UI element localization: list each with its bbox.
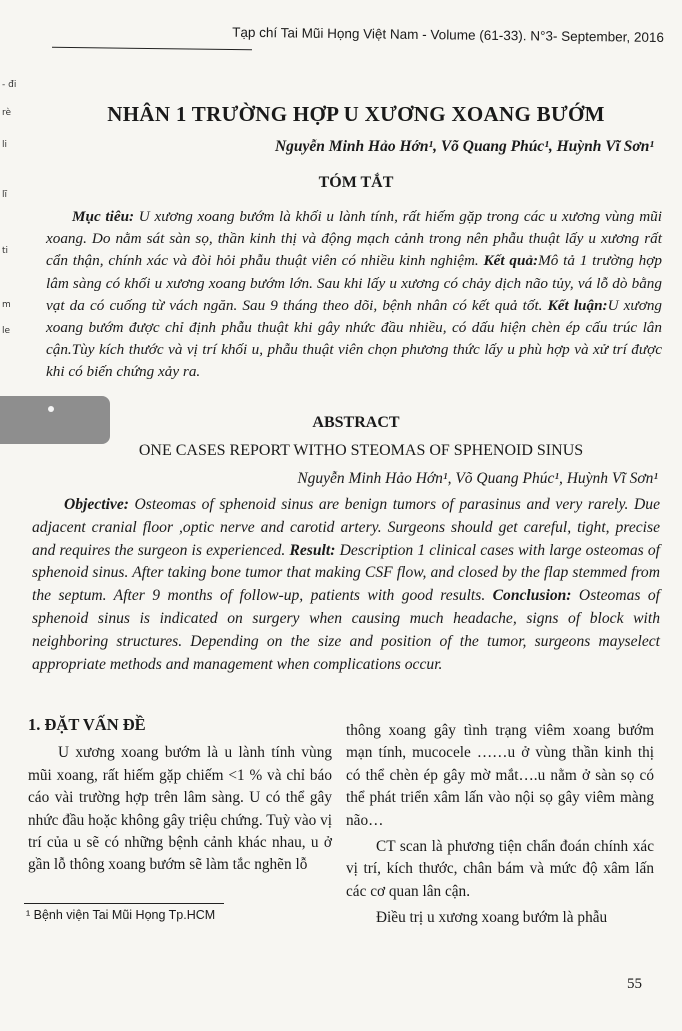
article-title: NHÂN 1 TRƯỜNG HỢP U XƯƠNG XOANG BƯỚM [107,102,605,126]
body-paragraph: U xương xoang bướm là u lành tính vùng mũi xoang, rất hiếm gặp chiếm <1 % và chỉ báo cáo vài trường hợp trên lâm sàng. U có thể gây nhức đầu hoặc không gây triệu chứng. Tuỳ vào vị trí của u sẽ có những bệnh cảnh khác nhau, u ở gần lỗ thông xoang bướm sẽ làm tắc nghẽn lỗ [28,744,332,874]
vietnamese-abstract [46,206,662,384]
conclusion-label-vn: Kết luận: [547,296,608,314]
objective-text-en: Osteomas of sphenoid sinus are benign tumors of parasinus and very rarely. Due adjacent cranial floor ,optic nerve and carotid artery. Surgeons should get careful, tight, precise and requires the surgeon is experienced. [32,496,660,559]
section-heading: 1. ĐẶT VẤN ĐỀ [28,715,146,734]
abstract-heading: ABSTRACT [312,414,400,431]
conclusion-text-vn: U xương xoang bướm được chỉ định phẫu thuật khi gây nhức đầu nhiều, có dấu hiện chèn ép cấu trúc lân cận.Tùy kích thước và vị trí khối u, phẫu thuật viên chọn phương thức lấy u phù hợp và xử trí được khi có biến chứng xảy ra. [46,296,663,381]
result-label-en: Result: [289,541,336,559]
header-rule [52,47,252,50]
edge-artifact: - đi [2,80,17,90]
conclusion-label-en: Conclusion: [492,587,572,605]
right-column [346,720,654,934]
body-paragraph: thông xoang gây tình trạng viêm xoang bướm mạn tính, mucocele ……u ở vùng thần kinh thị có thể chèn ép gây mờ mắt….u nằm ở sàn sọ có thể phát triển xâm lấn vào nội sọ gây viêm màng não… [346,722,654,829]
body-paragraph: CT scan là phương tiện chẩn đoán chính xác vị trí, kích thước, chân bám và mức độ xâm lấn các cơ quan lân cận. [346,838,654,900]
result-label-vn: Kết quả: [483,252,539,270]
footnote: ¹ Bệnh viện Tai Mũi Họng Tp.HCM [26,908,216,922]
objective-text-vn: U xương xoang bướm là khối u lành tính, rất hiếm gặp trong các u xương vùng mũi xoang. Do nằm sát sàn sọ, thần kinh thị và động mạch cảnh trong nên phẫu thuật lấy u xương rất cẩn thận, chính xác và đòi hỏi phẫu thuật viên có nhiều kinh nghiệm. [46,208,662,270]
objective-label-vn: Mục tiêu: [72,208,135,225]
footnote-rule [24,903,224,904]
conclusion-text-en: Osteomas of sphenoid sinus is indicated on surgery when causing much headache, signs of block with neighboring structures. Depending on the size and position of the tumor, surgeons mayselect appropriate methods and management when complications occur. [32,587,660,673]
edge-artifact: lĩ [2,190,8,200]
summary-heading: TÓM TẮT [318,174,394,191]
authors-english: Nguyễn Minh Hảo Hớn¹, Võ Quang Phúc¹, Huỳnh Vĩ Sơn¹ [297,470,658,487]
edge-artifact: ti [2,246,9,256]
authors-vietnamese: Nguyễn Minh Hảo Hớn¹, Võ Quang Phúc¹, Huỳnh Vĩ Sơn¹ [274,138,654,155]
left-column [28,714,332,877]
edge-artifact: m [2,300,11,310]
edge-artifact: le [2,326,11,336]
page-number: 55 [627,976,642,992]
english-title: ONE CASES REPORT WITHO STEOMAS OF SPHENOID SINUS [138,442,584,459]
edge-artifact: li [2,140,8,150]
result-text-vn: Mô tả 1 trường hợp lâm sàng có khối u xương xoang bướm lớn. Sau khi lấy u xương có chảy dịch não tủy, vá lỗ dò bằng vạt da có cuống từ vách ngăn. Sau 9 tháng theo dõi, bệnh nhân có kết quả tốt. [46,252,662,314]
result-text-en: Description 1 clinical cases with large osteomas of sphenoid sinus. After taking bone tumor that making CSF flow, and closed by the flap stemmed from the septum. After 9 months of follow-up, patients with good results. [32,541,660,605]
objective-label-en: Objective: [64,496,129,513]
english-abstract [32,494,660,676]
running-header: Tạp chí Tai Mũi Họng Việt Nam - Volume (61-33). N°3- September, 2016 [232,24,665,45]
edge-artifact: rè [2,108,12,118]
body-paragraph: Điều trị u xương xoang bướm là phẫu [376,909,608,927]
